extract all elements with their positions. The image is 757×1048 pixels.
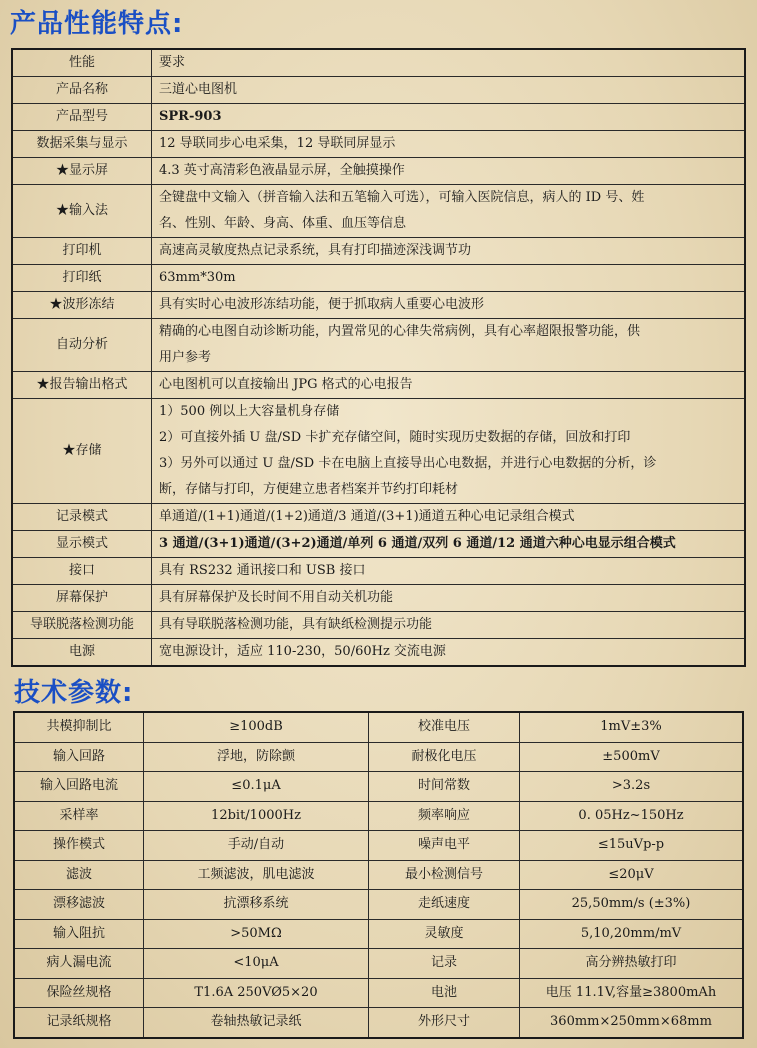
feature-value-line: 宽电源设计，适应 110-230，50/60Hz 交流电源 — [159, 644, 446, 659]
spec-row — [14, 801, 743, 831]
feature-name: 屏幕保护 — [12, 585, 152, 612]
feature-value — [152, 504, 746, 531]
spec-row — [14, 860, 743, 890]
feature-value — [152, 265, 746, 292]
spec-value: ±500mV — [520, 742, 744, 772]
feature-row — [12, 319, 745, 372]
spec-name: 输入回路电流 — [14, 772, 144, 802]
feature-name: 接口 — [12, 558, 152, 585]
feature-value-line: 3）另外可以通过 U 盘/SD 卡在电脑上直接导出心电数据，并进行心电数据的分析，诊 — [159, 456, 657, 471]
feature-name: 电源 — [12, 639, 152, 667]
feature-name: 打印机 — [12, 238, 152, 265]
spec-value: ≥100dB — [144, 712, 369, 742]
feature-value — [152, 612, 746, 639]
feature-value-line: 心电图机可以直接输出 JPG 格式的心电报告 — [159, 377, 413, 392]
feature-row — [12, 372, 745, 399]
spec-name: 校准电压 — [369, 712, 520, 742]
spec-name: 输入阻抗 — [14, 919, 144, 949]
spec-value: >3.2s — [520, 772, 744, 802]
feature-value-line: 12 导联同步心电采集，12 导联同屏显示 — [159, 136, 396, 151]
feature-name: ★输入法 — [12, 185, 152, 238]
feature-value-line: 全键盘中文输入（拼音输入法和五笔输入可选），可输入医院信息，病人的 ID 号、姓 — [159, 190, 645, 205]
feature-value-line: 3 通道/(3+1)通道/(3+2)通道/单列 6 通道/双列 6 通道/12 通道六种心电显示组合模式 — [159, 536, 676, 551]
feature-value — [152, 77, 746, 104]
feature-value-line: 三道心电图机 — [159, 82, 238, 97]
specs-section-title: 技术参数: — [14, 678, 134, 708]
feature-name: 打印纸 — [12, 265, 152, 292]
spec-name: 滤波 — [14, 860, 144, 890]
feature-row — [12, 585, 745, 612]
spec-name: 走纸速度 — [369, 890, 520, 920]
feature-row — [12, 265, 745, 292]
feature-row — [12, 531, 745, 558]
feature-row — [12, 504, 745, 531]
spec-value: 工频滤波，肌电滤波 — [144, 860, 369, 890]
feature-value — [152, 158, 746, 185]
feature-name: 产品型号 — [12, 104, 152, 131]
spec-name: 漂移滤波 — [14, 890, 144, 920]
feature-value-line: 用户参考 — [159, 350, 212, 365]
spec-row — [14, 772, 743, 802]
feature-value-line: 具有 RS232 通讯接口和 USB 接口 — [159, 563, 366, 578]
feature-value — [152, 238, 746, 265]
feature-value-line: 2）可直接外插 U 盘/SD 卡扩充存储空间，随时实现历史数据的存储，回放和打印 — [159, 430, 631, 445]
spec-row — [14, 742, 743, 772]
feature-value-line: 名、性别、年龄、身高、体重、血压等信息 — [159, 216, 407, 231]
feature-name: ★显示屏 — [12, 158, 152, 185]
feature-row — [12, 399, 745, 504]
spec-value: 360mm×250mm×68mm — [520, 1008, 744, 1038]
feature-value-line: 具有导联脱落检测功能，具有缺纸检测提示功能 — [159, 617, 433, 632]
spec-name: 保险丝规格 — [14, 978, 144, 1008]
spec-value: 电压 11.1V,容量≥3800mAh — [520, 978, 744, 1008]
feature-name: ★波形冻结 — [12, 292, 152, 319]
spec-name: 病人漏电流 — [14, 949, 144, 979]
spec-value: 5,10,20mm/mV — [520, 919, 744, 949]
feature-row — [12, 158, 745, 185]
feature-value — [152, 104, 746, 131]
spec-name: 操作模式 — [14, 831, 144, 861]
feature-value — [152, 399, 746, 504]
spec-value: ≤0.1μA — [144, 772, 369, 802]
spec-name: 电池 — [369, 978, 520, 1008]
feature-value — [152, 49, 746, 77]
feature-value — [152, 639, 746, 667]
feature-value-line: 断，存储与打印，方便建立患者档案并节约打印耗材 — [159, 482, 459, 497]
spec-name: 时间常数 — [369, 772, 520, 802]
feature-name: 记录模式 — [12, 504, 152, 531]
features-table — [11, 48, 746, 667]
feature-value-line: 高速高灵敏度热点记录系统，具有打印描迹深浅调节功 — [159, 243, 472, 258]
feature-value-line: 单通道/(1+1)通道/(1+2)通道/3 通道/(3+1)通道五种心电记录组合模式 — [159, 509, 575, 524]
feature-row — [12, 104, 745, 131]
spec-value: 抗漂移系统 — [144, 890, 369, 920]
feature-row — [12, 612, 745, 639]
spec-row — [14, 1008, 743, 1038]
spec-row — [14, 712, 743, 742]
feature-value-line: SPR-903 — [159, 109, 222, 124]
spec-value: 25,50mm/s (±3%) — [520, 890, 744, 920]
feature-name: 显示模式 — [12, 531, 152, 558]
spec-value: T1.6A 250VØ5×20 — [144, 978, 369, 1008]
spec-row — [14, 919, 743, 949]
spec-value: 手动/自动 — [144, 831, 369, 861]
feature-row — [12, 639, 745, 667]
feature-value — [152, 185, 746, 238]
feature-name: ★存储 — [12, 399, 152, 504]
feature-value — [152, 531, 746, 558]
spec-value: ≤20μV — [520, 860, 744, 890]
feature-row — [12, 292, 745, 319]
feature-value — [152, 558, 746, 585]
spec-name: 灵敏度 — [369, 919, 520, 949]
feature-value-line: 要求 — [159, 55, 186, 70]
specs-table — [13, 711, 744, 1039]
spec-value: <10μA — [144, 949, 369, 979]
spec-value: 12bit/1000Hz — [144, 801, 369, 831]
spec-name: 耐极化电压 — [369, 742, 520, 772]
spec-value: 卷轴热敏记录纸 — [144, 1008, 369, 1038]
spec-value: >50MΩ — [144, 919, 369, 949]
spec-name: 记录纸规格 — [14, 1008, 144, 1038]
feature-row — [12, 185, 745, 238]
feature-value-line: 1）500 例以上大容量机身存储 — [159, 404, 340, 419]
features-section-title: 产品性能特点: — [10, 9, 184, 39]
spec-row — [14, 890, 743, 920]
spec-value: 高分辨热敏打印 — [520, 949, 744, 979]
feature-name: 导联脱落检测功能 — [12, 612, 152, 639]
feature-row — [12, 131, 745, 158]
spec-name: 外形尺寸 — [369, 1008, 520, 1038]
spec-name: 共模抑制比 — [14, 712, 144, 742]
feature-row — [12, 49, 745, 77]
spec-name: 噪声电平 — [369, 831, 520, 861]
spec-name: 最小检测信号 — [369, 860, 520, 890]
spec-value: 1mV±3% — [520, 712, 744, 742]
spec-row — [14, 831, 743, 861]
feature-name: 性能 — [12, 49, 152, 77]
feature-name: 自动分析 — [12, 319, 152, 372]
spec-name: 频率响应 — [369, 801, 520, 831]
feature-value — [152, 372, 746, 399]
spec-value: 0. 05Hz~150Hz — [520, 801, 744, 831]
feature-name: 数据采集与显示 — [12, 131, 152, 158]
feature-value-line: 4.3 英寸高清彩色液晶显示屏，全触摸操作 — [159, 163, 405, 178]
spec-value: 浮地，防除颤 — [144, 742, 369, 772]
feature-value-line: 精确的心电图自动诊断功能，内置常见的心律失常病例，具有心率超限报警功能，供 — [159, 324, 641, 339]
feature-value — [152, 319, 746, 372]
feature-value-line: 具有实时心电波形冻结功能，便于抓取病人重要心电波形 — [159, 297, 485, 312]
spec-name: 采样率 — [14, 801, 144, 831]
feature-name: 产品名称 — [12, 77, 152, 104]
feature-value-line: 63mm*30m — [159, 270, 236, 285]
feature-row — [12, 238, 745, 265]
feature-value-line: 具有屏幕保护及长时间不用自动关机功能 — [159, 590, 394, 605]
feature-value — [152, 131, 746, 158]
spec-row — [14, 978, 743, 1008]
feature-value — [152, 292, 746, 319]
spec-name: 输入回路 — [14, 742, 144, 772]
feature-row — [12, 558, 745, 585]
feature-value — [152, 585, 746, 612]
feature-name: ★报告输出格式 — [12, 372, 152, 399]
spec-value: ≤15uVp-p — [520, 831, 744, 861]
feature-row — [12, 77, 745, 104]
spec-name: 记录 — [369, 949, 520, 979]
spec-row — [14, 949, 743, 979]
